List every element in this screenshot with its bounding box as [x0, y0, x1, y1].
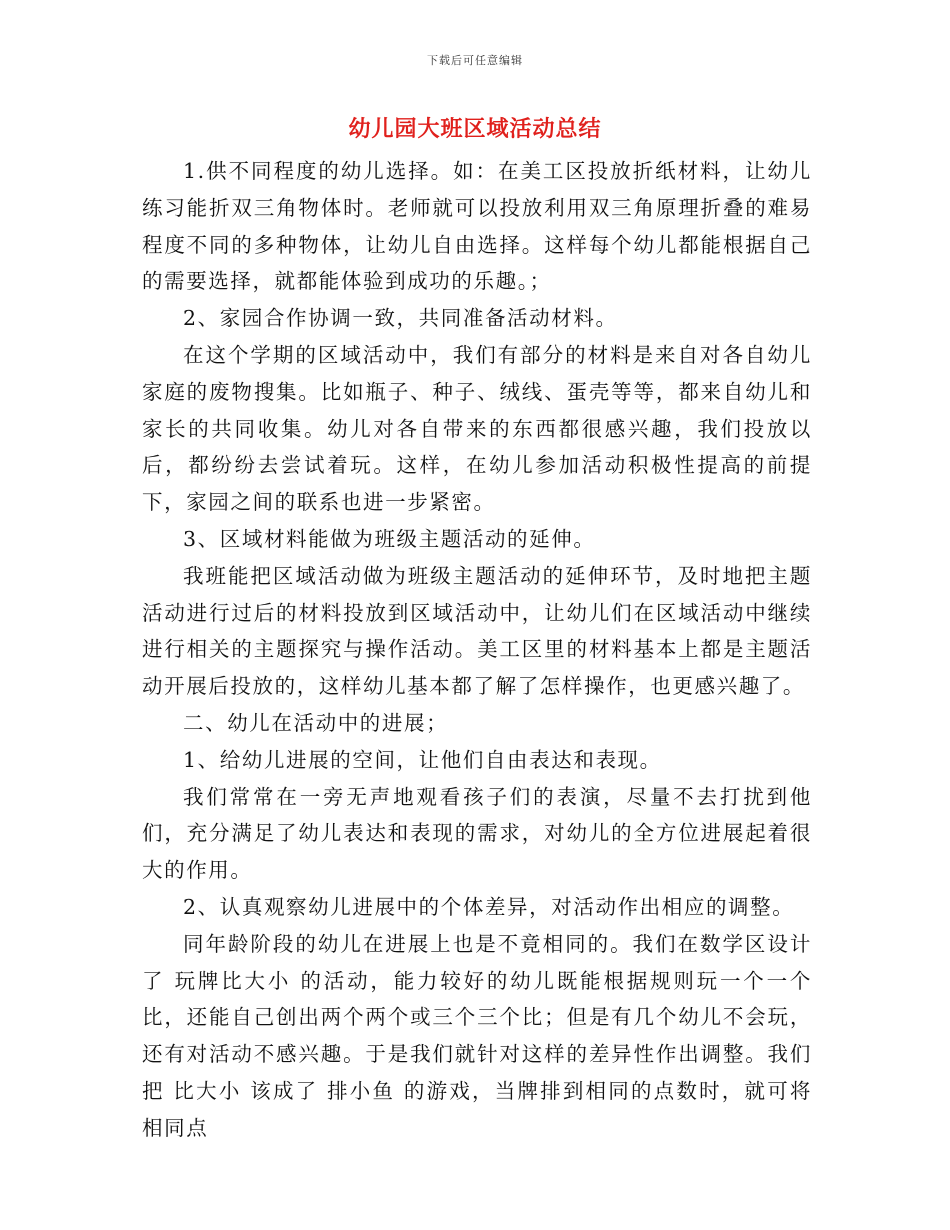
- paragraph-10: 同年龄阶段的幼儿在进展上也是不竟相同的。我们在数学区设计了 玩牌比大小 的活动，能力较好的幼儿既能根据规则玩一个一个比，还能自己创出两个两个或三个三个比；但是有几个幼儿不会玩，还有对活动不感兴趣。于是我们就针对这样的差异性作出调整。我们把 比大小 该成了 排小鱼 的游戏，当牌排到相同的点数时，就可将相同点: [142, 931, 812, 1140]
- paragraph-6: 二、幼儿在活动中的进展；: [183, 710, 449, 735]
- document-title: 幼儿园大班区域活动总结: [348, 116, 602, 142]
- paragraph-5: 我班能把区域活动做为班级主题活动的延伸环节，及时地把主题活动进行过后的材料投放到区域活动中，让幼儿们在区域活动中继续进行相关的主题探究与操作活动。美工区里的材料基本上都是主题活动开展后投放的，这样幼儿基本都了解了怎样操作，也更感兴趣了。: [142, 563, 812, 699]
- paragraph-4: 3、区域材料能做为班级主题活动的延伸。: [183, 526, 596, 551]
- paragraph-3: 在这个学期的区域活动中，我们有部分的材料是来自对各自幼儿家庭的废物搜集。比如瓶子、种子、绒线、蛋壳等等，都来自幼儿和家长的共同收集。幼儿对各自带来的东西都很感兴趣，我们投放以后，都纷纷去尝试着玩。这样，在幼儿参加活动积极性提高的前提下，家园之间的联系也进一步紧密。: [142, 342, 812, 515]
- paragraph-8: 我们常常在一旁无声地观看孩子们的表演，尽量不去打扰到他们，充分满足了幼儿表达和表现的需求，对幼儿的全方位进展起着很大的作用。: [142, 784, 812, 883]
- header-note: 下载后可任意编辑: [427, 54, 523, 67]
- document-body: [142, 153, 812, 1147]
- paragraph-2: 2、家园合作协调一致，共同准备活动材料。: [183, 306, 618, 331]
- paragraph-9: 2、认真观察幼儿进展中的个体差异，对活动作出相应的调整。: [183, 894, 795, 919]
- paragraph-7: 1、给幼儿进展的空间，让他们自由表达和表现。: [183, 747, 662, 772]
- paragraph-1: 1.供不同程度的幼儿选择。如：在美工区投放折纸材料，让幼儿练习能折双三角物体时。老师就可以投放利用双三角原理折叠的难易程度不同的多种物体，让幼儿自由选择。这样每个幼儿都能根据自己的需要选择，就都能体验到成功的乐趣。；: [142, 159, 812, 294]
